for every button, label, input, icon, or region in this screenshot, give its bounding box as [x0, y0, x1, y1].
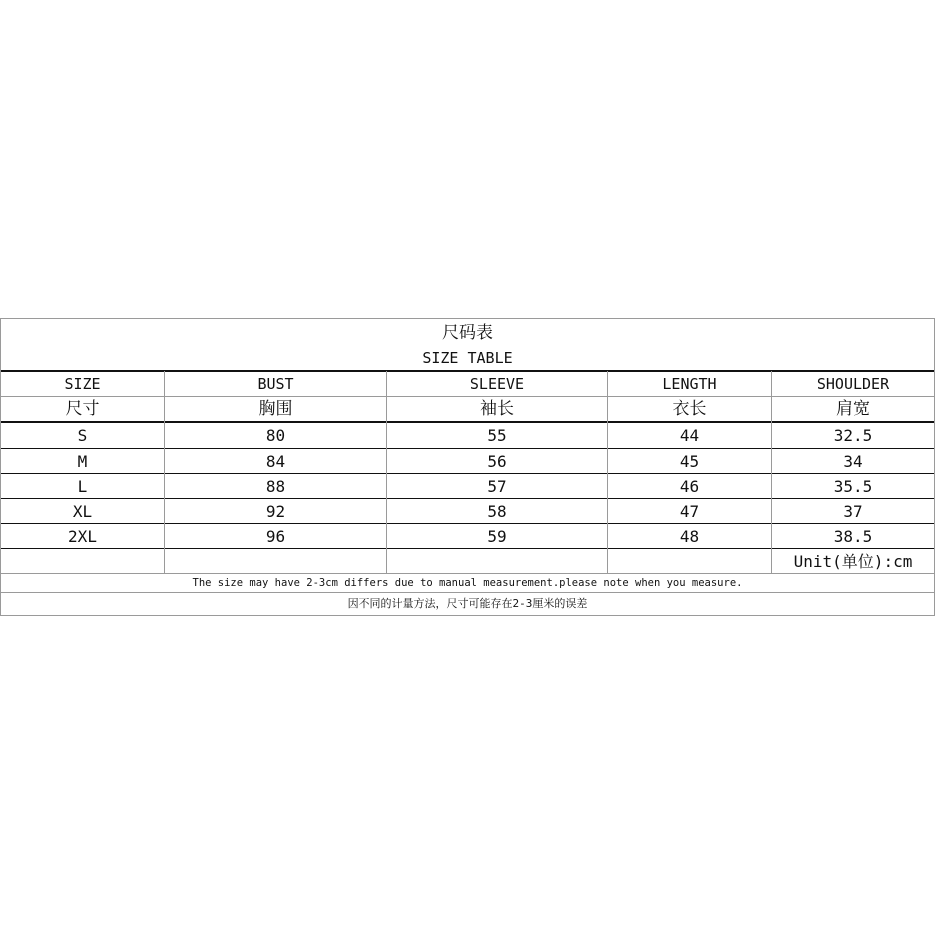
row-divider [1, 448, 934, 449]
row-divider [1, 473, 934, 474]
table-cell-bust: 84 [265, 452, 286, 471]
column-header-size: SIZE [64, 375, 101, 393]
table-cell-shoulder: 38.5 [833, 527, 873, 546]
table-title-english: SIZE TABLE [422, 349, 513, 367]
table-cell-sleeve: 57 [487, 477, 507, 496]
header-bottom-rule [1, 421, 934, 423]
table-cell-size: L [77, 477, 88, 496]
unit-label: Unit(单位):cm [793, 552, 913, 571]
table-cell-shoulder: 34 [843, 452, 863, 471]
title-block [1, 319, 934, 370]
table-cell-size: S [77, 426, 88, 445]
header-middle-rule [1, 396, 934, 397]
table-cell-size: 2XL [68, 527, 97, 546]
table-cell-sleeve: 59 [487, 527, 507, 546]
table-cell-shoulder: 37 [843, 502, 863, 521]
column-header-bust: BUST [257, 375, 294, 393]
table-cell-length: 46 [679, 477, 700, 496]
table-cell-shoulder: 32.5 [833, 426, 873, 445]
table-cell-bust: 96 [265, 527, 286, 546]
column-header-sleeve: SLEEVE [469, 375, 525, 393]
column-header-shoulder-chinese: 肩宽 [836, 399, 870, 419]
table-cell-bust: 80 [265, 426, 286, 445]
row-divider [1, 523, 934, 524]
header-top-rule [1, 370, 934, 372]
unit-row-bottom-rule [1, 573, 934, 574]
column-header-length: LENGTH [662, 375, 717, 393]
note-divider-rule [1, 592, 934, 593]
table-title-chinese: 尺码表 [442, 323, 493, 343]
table-cell-length: 48 [679, 527, 700, 546]
table-cell-sleeve: 56 [487, 452, 507, 471]
column-header-length-chinese: 衣长 [672, 399, 707, 419]
measurement-note-english: The size may have 2-3cm differs due to manual measurement.please note when you measure. [192, 577, 743, 589]
row-divider [1, 498, 934, 499]
measurement-note-chinese: 因不同的计量方法，尺寸可能存在2-3厘米的误差 [347, 597, 588, 610]
column-header-bust-chinese: 胸围 [258, 399, 293, 419]
table-cell-sleeve: 55 [487, 426, 507, 445]
table-cell-bust: 92 [265, 502, 286, 521]
row-divider [1, 548, 934, 549]
column-header-shoulder: SHOULDER [816, 375, 890, 393]
table-cell-length: 44 [679, 426, 700, 445]
table-cell-shoulder: 35.5 [833, 477, 873, 496]
size-chart-table [0, 318, 935, 616]
table-cell-length: 45 [679, 452, 700, 471]
column-header-sleeve-chinese: 袖长 [480, 399, 514, 419]
table-cell-length: 47 [679, 502, 700, 521]
table-cell-sleeve: 58 [487, 502, 507, 521]
table-cell-bust: 88 [265, 477, 286, 496]
column-header-size-chinese: 尺寸 [65, 399, 100, 419]
table-cell-size: XL [72, 502, 93, 521]
table-cell-size: M [77, 452, 88, 471]
